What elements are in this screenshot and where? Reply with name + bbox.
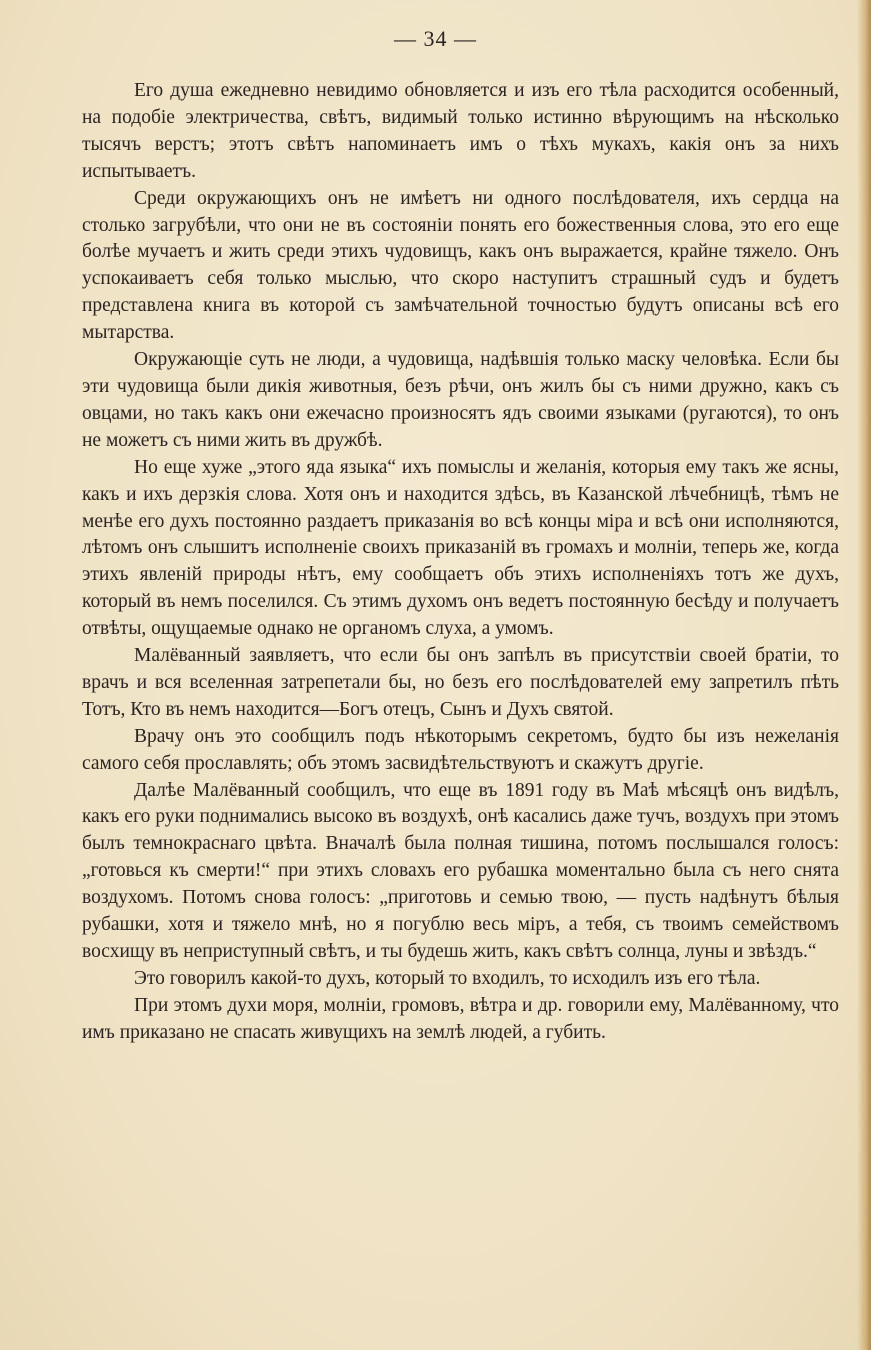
paragraph: При этомъ духи моря, молніи, громовъ, вѣтра и др. говорили ему, Малёванному, что имъ приказано не спасать живущихъ на землѣ людей, а губить.	[82, 994, 839, 1043]
paragraph: Это говорилъ какой-то духъ, который то входилъ, то исходилъ изъ его тѣла.	[134, 967, 761, 989]
paragraph: Малёванный заявляетъ, что если бы онъ запѣлъ въ присутствіи своей братіи, то врачъ и вся вселенная затрепетали бы, но безъ его послѣдователей ему запретилъ пѣть Тотъ, Кто въ немъ находится—Богъ отецъ, Сынъ и Духъ святой.	[82, 645, 839, 720]
page-edge-shadow	[857, 0, 871, 1350]
page-number: — 34 —	[394, 26, 477, 51]
paragraph: Врачу онъ это сообщилъ подъ нѣкоторымъ секретомъ, будто бы изъ нежеланія самого себя прославлять; объ этомъ засвидѣтельствуютъ и скажутъ другіе.	[82, 725, 839, 774]
paragraph: Окружающіе суть не люди, а чудовища, надѣвшія только маску человѣка. Если бы эти чудовища были дикія животныя, безъ рѣчи, онъ жилъ бы съ ними дружно, какъ съ овцами, но такъ какъ они ежечасно произносятъ ядъ своими языками (ругаются), то онъ не можетъ съ ними жить въ дружбѣ.	[82, 349, 839, 451]
paragraph: Его душа ежедневно невидимо обновляется и изъ его тѣла расходится особенный, на подобіе электричества, свѣтъ, видимый только истинно вѣрующимъ на нѣсколько тысячъ верстъ; этотъ свѣтъ напоминаетъ имъ о тѣхъ мукахъ, какія онъ за нихъ испытываетъ.	[82, 80, 839, 182]
paragraph: Но еще хуже „этого яда языка“ ихъ помыслы и желанія, которыя ему такъ же ясны, какъ и ихъ дерзкія слова. Хотя онъ и находится здѣсь, въ Казанской лѣчебницѣ, тѣмъ не менѣе его духъ постоянно раздаетъ приказанія во всѣ концы міра и всѣ они исполняются, лѣтомъ онъ слышитъ исполненіе своихъ приказаній въ громахъ и молніи, теперь же, когда этихъ явленій природы нѣтъ, ему сообщаетъ объ этихъ исполненіяхъ тотъ же духъ, который въ немъ поселился. Съ этимъ духомъ онъ ведетъ постоянную бесѣду и получаетъ отвѣты, ощущаемые однако не органомъ слуха, а умомъ.	[82, 456, 839, 640]
paragraph: Далѣе Малёванный сообщилъ, что еще въ 1891 году въ Маѣ мѣсяцѣ онъ видѣлъ, какъ его руки поднимались высоко въ воздухѣ, онѣ касались даже тучъ, воздухъ при этомъ былъ темнокраснаго цвѣта. Вначалѣ была полная тишина, потомъ послышался голосъ: „готовься къ смерти!“ при этихъ словахъ его рубашка моментально была съ него снята воздухомъ. Потомъ снова голосъ: „приготовь и семью твою, — пусть надѣнутъ бѣлыя рубашки, хотя и тяжело мнѣ, но я погублю весь міръ, а тебя, съ твоимъ семействомъ восхищу въ неприступный свѣтъ, и ты будешь жить, какъ свѣтъ солнца, луны и звѣздъ.“	[82, 779, 839, 962]
paragraph: Среди окружающихъ онъ не имѣетъ ни одного послѣдователя, ихъ сердца на столько загрубѣли, что они не въ состояніи понять его божественныя слова, это его еще болѣе мучаетъ и жить среди этихъ чудовищъ, какъ онъ выражается, крайне тяжело. Онъ успокаиваетъ себя только мыслью, что скоро наступитъ страшный судъ и будетъ представлена книга въ которой съ замѣчательной точностью будутъ описаны всѣ его мытарства.	[82, 187, 839, 344]
body-text	[82, 78, 839, 1047]
